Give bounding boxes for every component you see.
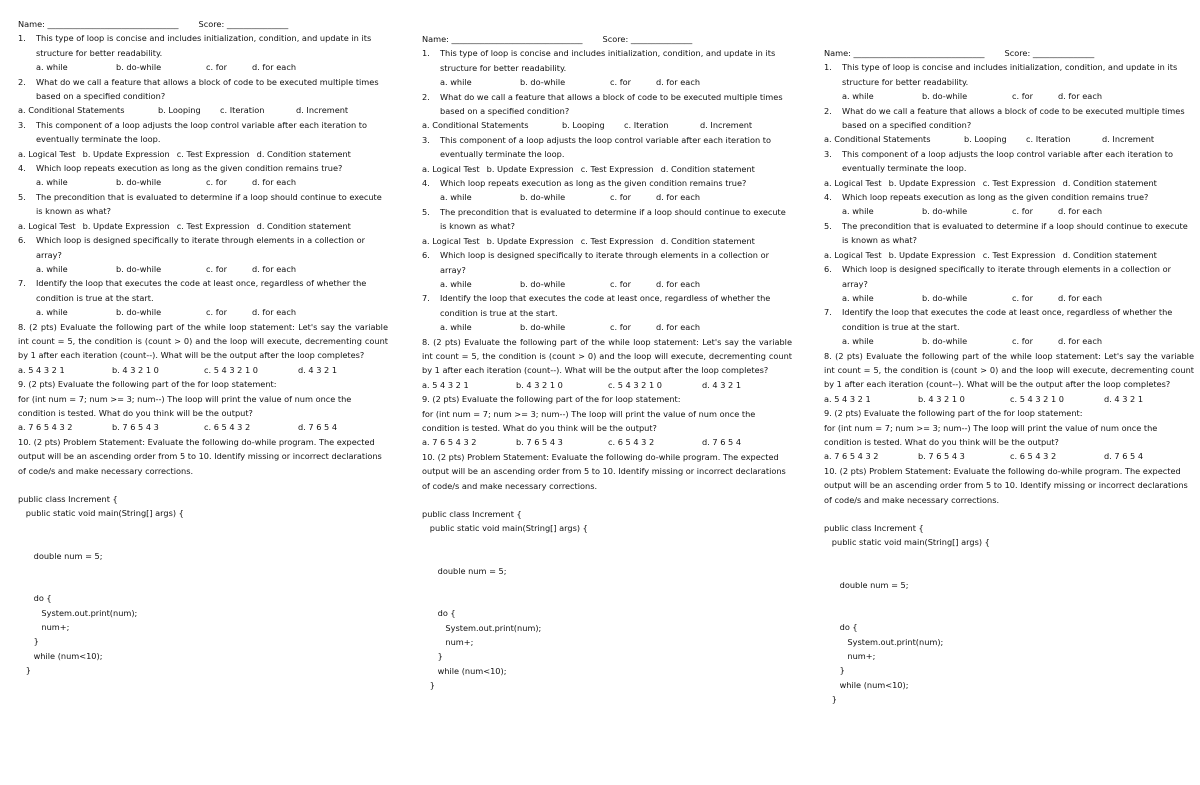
question-9: 9. (2 pts) Evaluate the following part of the for loop statement: xyxy=(824,408,1083,419)
option-c: c. for xyxy=(1012,91,1033,102)
question-6 xyxy=(824,262,1194,291)
code-line: public static void main(String[] args) { xyxy=(18,508,184,519)
code-line: do { xyxy=(824,622,858,633)
question-8-options xyxy=(422,378,792,392)
question-text: This component of a loop adjusts the loop control variable after each iteration to eventually terminate the loop. xyxy=(842,148,1173,174)
option-c: c. Test Expression xyxy=(580,163,654,174)
question-number: 6. xyxy=(422,250,430,261)
question-2 xyxy=(824,104,1194,133)
question-9-statement: for (int num = 7; num >= 3; num--) The loop will print the value of num once the condition is tested. What do you think will be the output? xyxy=(18,393,352,418)
option-c: c. 6 5 4 3 2 xyxy=(608,437,655,448)
question-1-options xyxy=(18,60,388,74)
question-1 xyxy=(824,60,1194,89)
question-5 xyxy=(18,190,388,219)
option-b: b. Looping xyxy=(158,105,201,116)
question-10: 10. (2 pts) Problem Statement: Evaluate the following do-while program. The expected output will be an ascending order from 5 to 10. Identify missing or incorrect declarations of code/s and make necessary corrections. xyxy=(422,451,786,491)
option-b: b. do-while xyxy=(922,336,968,347)
question-text: This type of loop is concise and includes initialization, condition, and update in its structure for better readability. xyxy=(842,62,1178,87)
option-d: d. Increment xyxy=(296,105,349,116)
question-number: 7. xyxy=(824,307,832,318)
option-a: a. Logical Test xyxy=(824,177,882,188)
option-a: a. Logical Test xyxy=(824,249,882,260)
question-text: The precondition that is evaluated to determine if a loop should continue to execute is known as what? xyxy=(36,191,382,217)
question-text: Which loop repeats execution as long as the given condition remains true? xyxy=(36,163,343,174)
code-line: public class Increment { xyxy=(18,494,118,504)
code-block xyxy=(18,492,388,678)
question-4 xyxy=(18,161,388,175)
option-d: d. for each xyxy=(656,77,701,88)
option-c: c. Test Expression xyxy=(580,235,654,246)
option-a: a. Logical Test xyxy=(18,148,76,159)
question-7 xyxy=(422,291,792,320)
question-6 xyxy=(422,248,792,277)
option-b: b. do-while xyxy=(116,263,162,274)
option-a: a. Logical Test xyxy=(18,220,76,231)
code-line: public static void main(String[] args) { xyxy=(824,537,990,548)
code-line: do { xyxy=(422,608,456,619)
question-number: 1. xyxy=(824,62,832,73)
option-c: c. 5 4 3 2 1 0 xyxy=(608,379,662,390)
question-text: Identify the loop that executes the code at least once, regardless of whether the condition is true at the start. xyxy=(36,278,367,303)
score-label: Score: _______________ xyxy=(198,19,289,29)
option-d: d. for each xyxy=(656,192,701,203)
question-text: Which loop repeats execution as long as the given condition remains true? xyxy=(842,192,1149,203)
question-10: 10. (2 pts) Problem Statement: Evaluate the following do-while program. The expected output will be an ascending order from 5 to 10. Identify missing or incorrect declarations of code/s and make necessary corrections. xyxy=(824,465,1188,505)
option-b: b. do-while xyxy=(520,77,566,88)
code-line: public class Increment { xyxy=(824,523,924,533)
question-3 xyxy=(824,147,1194,176)
code-line: num+; xyxy=(18,622,70,633)
question-2-options xyxy=(422,118,792,132)
question-number: 3. xyxy=(422,134,430,145)
quiz-sheet-3 xyxy=(824,46,1194,707)
question-5-options xyxy=(422,234,792,248)
option-b: b. 7 6 5 4 3 xyxy=(112,422,159,433)
name-label: Name: ________________________________ xyxy=(422,34,583,44)
name-label: Name: ________________________________ xyxy=(824,48,985,58)
code-line: public class Increment { xyxy=(422,509,522,519)
name-score-header xyxy=(18,17,388,31)
option-b: b. Update Expression xyxy=(82,148,170,159)
question-5-options xyxy=(824,248,1194,262)
name-score-header xyxy=(422,32,792,46)
option-b: b. 4 3 2 1 0 xyxy=(112,364,159,375)
question-text: Which loop is designed specifically to iterate through elements in a collection or array? xyxy=(842,264,1171,289)
option-d: d. Condition statement xyxy=(256,148,351,159)
question-number: 2. xyxy=(18,76,26,87)
question-number: 5. xyxy=(18,191,26,202)
name-score-header xyxy=(824,46,1194,60)
code-line: public static void main(String[] args) { xyxy=(422,523,588,534)
question-3-options xyxy=(422,162,792,176)
option-b: b. do-while xyxy=(922,206,968,217)
question-text: This component of a loop adjusts the loop control variable after each iteration to eventually terminate the loop. xyxy=(36,119,367,145)
option-b: b. do-while xyxy=(520,322,566,333)
option-d: d. for each xyxy=(252,307,297,318)
option-c: c. for xyxy=(610,192,631,203)
option-c: c. Test Expression xyxy=(982,249,1056,260)
question-9-statement: for (int num = 7; num >= 3; num--) The loop will print the value of num once the condition is tested. What do you think will be the output? xyxy=(422,408,756,433)
question-number: 3. xyxy=(824,148,832,159)
question-8: 8. (2 pts) Evaluate the following part of the while loop statement: Let's say the variable int count = 5, the condition is (count > 0) and the loop will execute, decrementing count by 1 after each iteration (count--). What will be the output after the loop completes? xyxy=(824,350,1194,390)
question-4-options xyxy=(18,175,388,189)
option-b: b. do-while xyxy=(520,192,566,203)
question-number: 5. xyxy=(824,220,832,231)
question-text: What do we call a feature that allows a block of code to be executed multiple times based on a specified condition? xyxy=(36,76,379,102)
option-b: b. Update Expression xyxy=(888,177,976,188)
option-d: d. for each xyxy=(1058,91,1103,102)
question-4-options xyxy=(824,204,1194,218)
option-d: d. Increment xyxy=(700,120,753,131)
option-b: b. 4 3 2 1 0 xyxy=(918,393,965,404)
option-b: b. Update Expression xyxy=(486,163,574,174)
option-d: d. Condition statement xyxy=(660,163,755,174)
quiz-sheet-2 xyxy=(422,32,792,693)
option-c: c. for xyxy=(610,278,631,289)
option-c: c. 5 4 3 2 1 0 xyxy=(1010,393,1064,404)
option-d: d. for each xyxy=(1058,292,1103,303)
option-d: d. 7 6 5 4 xyxy=(702,437,742,448)
question-2-options xyxy=(824,132,1194,146)
option-a: a. while xyxy=(440,192,472,203)
question-number: 6. xyxy=(824,264,832,275)
option-c: c. for xyxy=(1012,292,1033,303)
score-label: Score: _______________ xyxy=(602,34,693,44)
score-label: Score: _______________ xyxy=(1004,48,1095,58)
option-a: a. while xyxy=(440,278,472,289)
question-8: 8. (2 pts) Evaluate the following part of the while loop statement: Let's say the variable int count = 5, the condition is (count > 0) and the loop will execute, decrementing count by 1 after each iteration (count--). What will be the output after the loop completes? xyxy=(18,321,388,361)
option-d: d. for each xyxy=(1058,206,1103,217)
code-line: double num = 5; xyxy=(824,579,909,590)
option-c: c. 6 5 4 3 2 xyxy=(204,422,251,433)
option-a: a. while xyxy=(36,177,68,188)
question-number: 5. xyxy=(422,206,430,217)
question-2-options xyxy=(18,103,388,117)
option-b: b. Update Expression xyxy=(486,235,574,246)
code-line: num+; xyxy=(824,651,876,662)
question-text: This type of loop is concise and includes initialization, condition, and update in its structure for better readability. xyxy=(36,33,372,58)
option-a: a. while xyxy=(842,292,874,303)
question-text: What do we call a feature that allows a block of code to be executed multiple times based on a specified condition? xyxy=(440,91,783,117)
question-2 xyxy=(422,90,792,119)
code-line: } xyxy=(18,665,32,676)
question-3-options xyxy=(18,147,388,161)
code-line: } xyxy=(824,694,838,705)
question-text: Which loop is designed specifically to iterate through elements in a collection or array? xyxy=(36,235,365,260)
question-3 xyxy=(18,118,388,147)
option-c: c. 5 4 3 2 1 0 xyxy=(204,364,258,375)
question-7-options xyxy=(422,320,792,334)
option-b: b. do-while xyxy=(116,62,162,73)
question-8-options xyxy=(824,392,1194,406)
code-line: System.out.print(num); xyxy=(18,607,138,618)
question-8-options xyxy=(18,363,388,377)
question-9-options xyxy=(422,435,792,449)
option-b: b. 4 3 2 1 0 xyxy=(516,379,563,390)
question-1-options xyxy=(422,75,792,89)
option-c: c. for xyxy=(206,307,227,318)
option-a: a. 7 6 5 4 3 2 xyxy=(18,422,73,433)
quiz-sheet-1 xyxy=(18,17,388,678)
option-b: b. Update Expression xyxy=(82,220,170,231)
code-line: while (num<10); xyxy=(422,665,507,676)
option-c: c. for xyxy=(610,322,631,333)
question-number: 1. xyxy=(422,48,430,59)
code-line: System.out.print(num); xyxy=(422,622,542,633)
option-d: d. for each xyxy=(1058,336,1103,347)
option-b: b. do-while xyxy=(520,278,566,289)
option-c: c. Test Expression xyxy=(176,148,250,159)
option-a: a. while xyxy=(440,322,472,333)
option-b: b. do-while xyxy=(116,307,162,318)
option-c: c. for xyxy=(206,177,227,188)
option-c: c. Test Expression xyxy=(176,220,250,231)
option-d: d. 4 3 2 1 xyxy=(1104,393,1144,404)
option-b: b. Update Expression xyxy=(888,249,976,260)
option-a: a. Conditional Statements xyxy=(824,134,931,145)
question-number: 4. xyxy=(422,178,430,189)
code-line: } xyxy=(18,636,39,647)
code-line: System.out.print(num); xyxy=(824,636,944,647)
question-8: 8. (2 pts) Evaluate the following part of the while loop statement: Let's say the variable int count = 5, the condition is (count > 0) and the loop will execute, decrementing count by 1 after each iteration (count--). What will be the output after the loop completes? xyxy=(422,336,792,376)
question-3-options xyxy=(824,176,1194,190)
code-line: while (num<10); xyxy=(824,679,909,690)
option-b: b. do-while xyxy=(922,91,968,102)
question-9-statement: for (int num = 7; num >= 3; num--) The loop will print the value of num once the condition is tested. What do you think will be the output? xyxy=(824,422,1158,447)
option-a: a. while xyxy=(842,91,874,102)
question-6 xyxy=(18,233,388,262)
option-d: d. Increment xyxy=(1102,134,1155,145)
option-d: d. for each xyxy=(656,278,701,289)
question-text: The precondition that is evaluated to determine if a loop should continue to execute is known as what? xyxy=(842,220,1188,246)
option-a: a. Logical Test xyxy=(422,163,480,174)
option-c: c. for xyxy=(206,62,227,73)
option-b: b. 7 6 5 4 3 xyxy=(516,437,563,448)
question-9: 9. (2 pts) Evaluate the following part of the for loop statement: xyxy=(422,394,681,405)
option-c: c. for xyxy=(610,77,631,88)
option-b: b. Looping xyxy=(562,120,605,131)
option-c: c. Iteration xyxy=(1026,134,1071,145)
option-d: d. Condition statement xyxy=(1062,249,1157,260)
question-1 xyxy=(18,31,388,60)
code-line: } xyxy=(422,680,436,691)
code-line: double num = 5; xyxy=(422,565,507,576)
question-5 xyxy=(824,219,1194,248)
code-line: double num = 5; xyxy=(18,550,103,561)
option-a: a. while xyxy=(842,206,874,217)
option-a: a. 7 6 5 4 3 2 xyxy=(422,437,477,448)
question-6-options xyxy=(422,277,792,291)
option-c: c. Iteration xyxy=(220,105,265,116)
option-d: d. 4 3 2 1 xyxy=(702,379,742,390)
option-a: a. 7 6 5 4 3 2 xyxy=(824,451,879,462)
question-text: The precondition that is evaluated to determine if a loop should continue to execute is known as what? xyxy=(440,206,786,232)
question-number: 7. xyxy=(18,278,26,289)
question-7-options xyxy=(824,334,1194,348)
question-text: Identify the loop that executes the code at least once, regardless of whether the condition is true at the start. xyxy=(842,307,1173,332)
option-b: b. Looping xyxy=(964,134,1007,145)
question-text: Which loop repeats execution as long as the given condition remains true? xyxy=(440,178,747,189)
option-c: c. for xyxy=(1012,206,1033,217)
question-7 xyxy=(824,305,1194,334)
code-block xyxy=(422,507,792,693)
option-d: d. Condition statement xyxy=(660,235,755,246)
option-c: c. Test Expression xyxy=(982,177,1056,188)
option-a: a. while xyxy=(842,336,874,347)
question-text: This type of loop is concise and includes initialization, condition, and update in its structure for better readability. xyxy=(440,48,776,73)
code-line: } xyxy=(422,651,443,662)
question-number: 2. xyxy=(824,105,832,116)
question-number: 4. xyxy=(18,163,26,174)
code-line: } xyxy=(824,665,845,676)
option-d: d. 7 6 5 4 xyxy=(298,422,338,433)
option-c: c. 6 5 4 3 2 xyxy=(1010,451,1057,462)
option-c: c. Iteration xyxy=(624,120,669,131)
option-a: a. Logical Test xyxy=(422,235,480,246)
question-number: 2. xyxy=(422,91,430,102)
question-5 xyxy=(422,205,792,234)
code-line: do { xyxy=(18,593,52,604)
question-6-options xyxy=(824,291,1194,305)
option-d: d. for each xyxy=(252,263,297,274)
option-d: d. 7 6 5 4 xyxy=(1104,451,1144,462)
option-b: b. do-while xyxy=(922,292,968,303)
question-number: 3. xyxy=(18,119,26,130)
question-text: Identify the loop that executes the code at least once, regardless of whether the condition is true at the start. xyxy=(440,293,771,318)
question-7 xyxy=(18,276,388,305)
option-a: a. while xyxy=(36,62,68,73)
question-text: What do we call a feature that allows a block of code to be executed multiple times based on a specified condition? xyxy=(842,105,1185,131)
question-2 xyxy=(18,75,388,104)
option-d: d. Condition statement xyxy=(1062,177,1157,188)
question-6-options xyxy=(18,262,388,276)
name-label: Name: ________________________________ xyxy=(18,19,179,29)
option-d: d. for each xyxy=(252,177,297,188)
question-1-options xyxy=(824,89,1194,103)
option-d: d. for each xyxy=(656,322,701,333)
question-9: 9. (2 pts) Evaluate the following part of the for loop statement: xyxy=(18,379,277,390)
question-number: 6. xyxy=(18,235,26,246)
question-9-options xyxy=(18,420,388,434)
question-number: 1. xyxy=(18,33,26,44)
option-a: a. while xyxy=(440,77,472,88)
option-d: d. for each xyxy=(252,62,297,73)
option-c: c. for xyxy=(206,263,227,274)
question-3 xyxy=(422,133,792,162)
option-b: b. do-while xyxy=(116,177,162,188)
option-d: d. Condition statement xyxy=(256,220,351,231)
question-9-options xyxy=(824,449,1194,463)
code-line: while (num<10); xyxy=(18,650,103,661)
option-d: d. 4 3 2 1 xyxy=(298,364,338,375)
option-a: a. 5 4 3 2 1 xyxy=(18,364,65,375)
option-c: c. for xyxy=(1012,336,1033,347)
option-b: b. 7 6 5 4 3 xyxy=(918,451,965,462)
question-text: This component of a loop adjusts the loop control variable after each iteration to eventually terminate the loop. xyxy=(440,134,771,160)
question-10: 10. (2 pts) Problem Statement: Evaluate the following do-while program. The expected output will be an ascending order from 5 to 10. Identify missing or incorrect declarations of code/s and make necessary corrections. xyxy=(18,436,382,476)
question-4-options xyxy=(422,190,792,204)
option-a: a. 5 4 3 2 1 xyxy=(824,393,871,404)
option-a: a. Conditional Statements xyxy=(18,105,125,116)
question-4 xyxy=(422,176,792,190)
option-a: a. 5 4 3 2 1 xyxy=(422,379,469,390)
question-number: 4. xyxy=(824,192,832,203)
option-a: a. Conditional Statements xyxy=(422,120,529,131)
question-4 xyxy=(824,190,1194,204)
question-7-options xyxy=(18,305,388,319)
option-a: a. while xyxy=(36,307,68,318)
question-number: 7. xyxy=(422,293,430,304)
code-line: num+; xyxy=(422,637,474,648)
question-text: Which loop is designed specifically to iterate through elements in a collection or array? xyxy=(440,250,769,275)
question-5-options xyxy=(18,219,388,233)
question-1 xyxy=(422,46,792,75)
code-block xyxy=(824,521,1194,707)
option-a: a. while xyxy=(36,263,68,274)
